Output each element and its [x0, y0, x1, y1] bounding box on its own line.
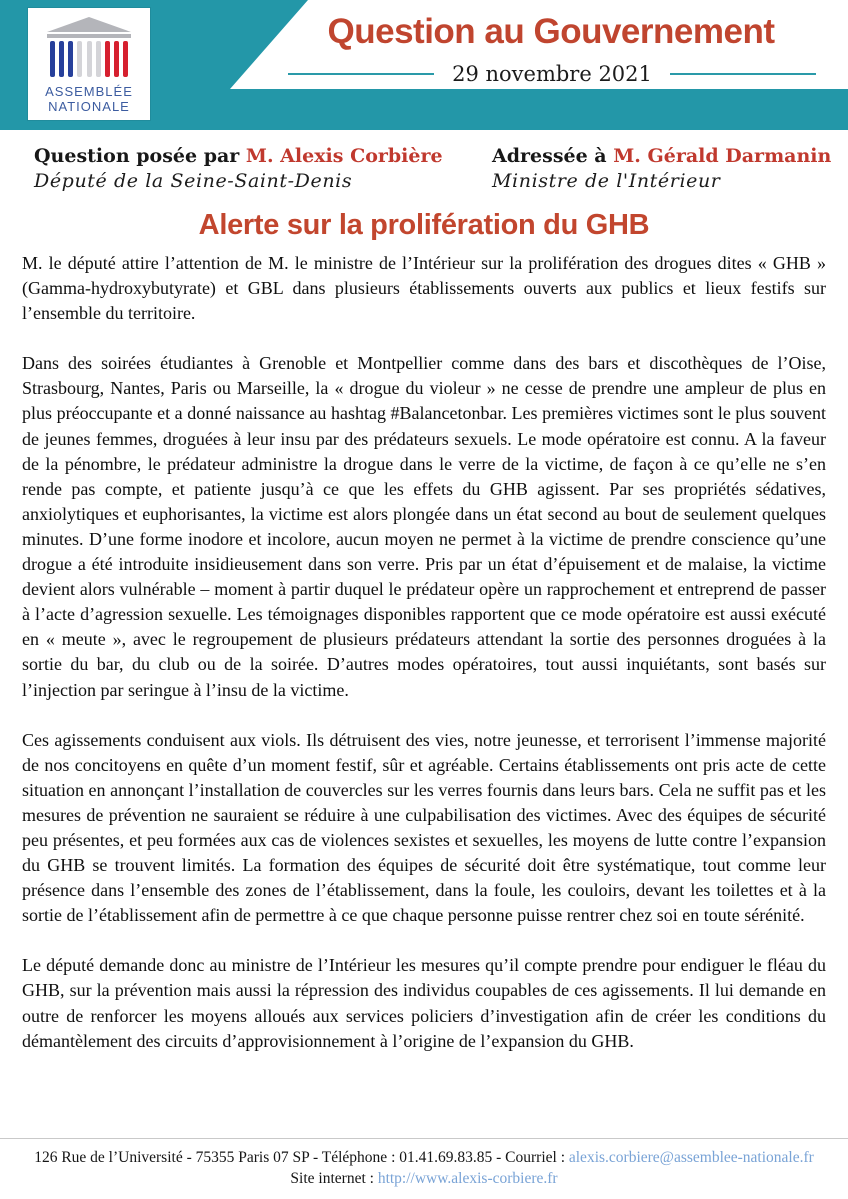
- contact-footer: [0, 1138, 848, 1199]
- question-meta: [0, 130, 848, 192]
- asked-by-label: Question posée par: [34, 145, 246, 167]
- paragraph-1: M. le député attire l’attention de M. le ministre de l’Intérieur sur la prolifération des drogues dites « GHB » (Gamma-hydroxybutyrate) et GBL dans plusieurs établissements ouverts aux publics et lieux festifs sur l’ensemble du territoire.: [22, 253, 826, 324]
- assemblee-nationale-logo: [28, 8, 150, 120]
- tricolor-columns-icon: [50, 41, 128, 77]
- addressed-to-block: [492, 145, 832, 192]
- paragraph-4: Le député demande donc au ministre de l’Intérieur les mesures qu’il compte prendre pour endiguer le fléau du GHB, sur la prévention mais aussi la répression des individus coupables de ces agissements. Il lui demande en outre de renforcer les moyens alloués aux services policiers d’investigation afin de créer les conditions du démantèlement des circuits d’approvisionnement à l’origine de l’expansion du GHB.: [22, 955, 826, 1051]
- website-link[interactable]: http://www.alexis-corbiere.fr: [377, 1170, 558, 1187]
- paragraph-2: Dans des soirées étudiantes à Grenoble et Montpellier comme dans des bars et discothèques de l’Oise, Strasbourg, Nantes, Paris ou Marseille, la « drogue du violeur » ne cesse de prendre une ampleur de plus en plus préoccupante et a donné naissance au hashtag #Balancetonbar. Les premières victimes sont le plus souvent de jeunes femmes, droguées à leur insu par des prédateurs sexuels. Le mode opératoire est connu. A la faveur de la pénombre, le prédateur administre la drogue dans le verre de la victime, de façon à ce qu’elle ne s’en rende pas compte, et patiente jusqu’à ce que les effets du GHB agissent. Par ses propriétés sédatives, anxiolytiques et euphorisantes, la victime est alors plongée dans un état second au bout de seulement quelques minutes. D’une forme inodore et incolore, aucun moyen ne permet à la victime de prendre conscience qu’une drogue a été introduite insidieusement dans son verre. Pris par un état d’épuisement et de malaise, la victime devient alors vulnérable – moment à partir duquel le prédateur opère un rapprochement et entreprend de passer à l’acte d’agression sexuelle. Les témoignages disponibles rapportent que ce mode opératoire est aussi exécuté en « meute », avec le regroupement de plusieurs prédateurs attendant la sortie des personnes droguées à la sortie du bar, du club ou de la soirée. D’autres modes opératoires, tout aussi inquiétants, sont basés sur l’injection par seringue à l’insu de la victime.: [22, 353, 826, 700]
- document-title: Question au Gouvernement: [327, 12, 775, 51]
- email-link[interactable]: alexis.corbiere@assemblee-nationale.fr: [568, 1149, 814, 1166]
- asked-by-name: M. Alexis Corbière: [245, 145, 443, 167]
- logo-line2: NATIONALE: [48, 99, 130, 114]
- question-title: Alerte sur la prolifération du GHB: [198, 209, 650, 241]
- logo-wordmark: [45, 84, 133, 114]
- pediment-icon: [47, 17, 131, 32]
- date-rule-left: [288, 73, 434, 75]
- addressed-to-label: Adressée à: [492, 145, 614, 167]
- footer-address: 126 Rue de l’Université - 75355 Paris 07 SP - Téléphone : 01.41.69.83.85 - Courriel :: [34, 1149, 569, 1166]
- footer-site-line: [0, 1168, 848, 1189]
- architrave-bar: [47, 34, 131, 38]
- footer-address-line: [0, 1147, 848, 1168]
- addressed-to-line: [492, 145, 832, 167]
- footer-site-label: Site internet :: [290, 1170, 378, 1187]
- asked-by-role: Député de la Seine-Saint-Denis: [34, 170, 353, 192]
- document-date: 29 novembre 2021: [452, 62, 652, 86]
- addressed-to-name: M. Gérald Darmanin: [613, 145, 832, 167]
- addressed-to-role: Ministre de l'Intérieur: [492, 170, 721, 192]
- header-banner: [0, 0, 848, 130]
- logo-line1: ASSEMBLÉE: [45, 84, 133, 99]
- date-rule-right: [670, 73, 816, 75]
- paragraph-3: Ces agissements conduisent aux viols. Ils détruisent des vies, notre jeunesse, et terrorisent l’immense majorité de nos concitoyens en quête d’un moment festif, sûr et agréable. Certains établissements ont pris acte de cette situation en annonçant l’installation de couvercles sur les verres fournis dans leurs bars. Cela ne suffit pas et les mesures de prévention ne sauraient se réduire à une culpabilisation des victimes. Avec des équipes de sécurité peu présentes, et peu formées aux cas de violences sexistes et sexuelles, les moyens de lutte contre l’expansion du GHB se trouvent limités. La formation des équipes de sécurité doit être systématique, tout comme leur présence dans l’ensemble des zones de l’établissement, dans la foule, les couloirs, devant les toilettes et à la sortie de l’établissement afin de permettre à ce que chaque personne puisse rentrer chez soi en toute sérénité.: [22, 729, 826, 926]
- asked-by-block: [34, 145, 492, 192]
- question-body: [22, 251, 826, 1054]
- date-row: [288, 62, 816, 86]
- asked-by-line: [34, 145, 492, 167]
